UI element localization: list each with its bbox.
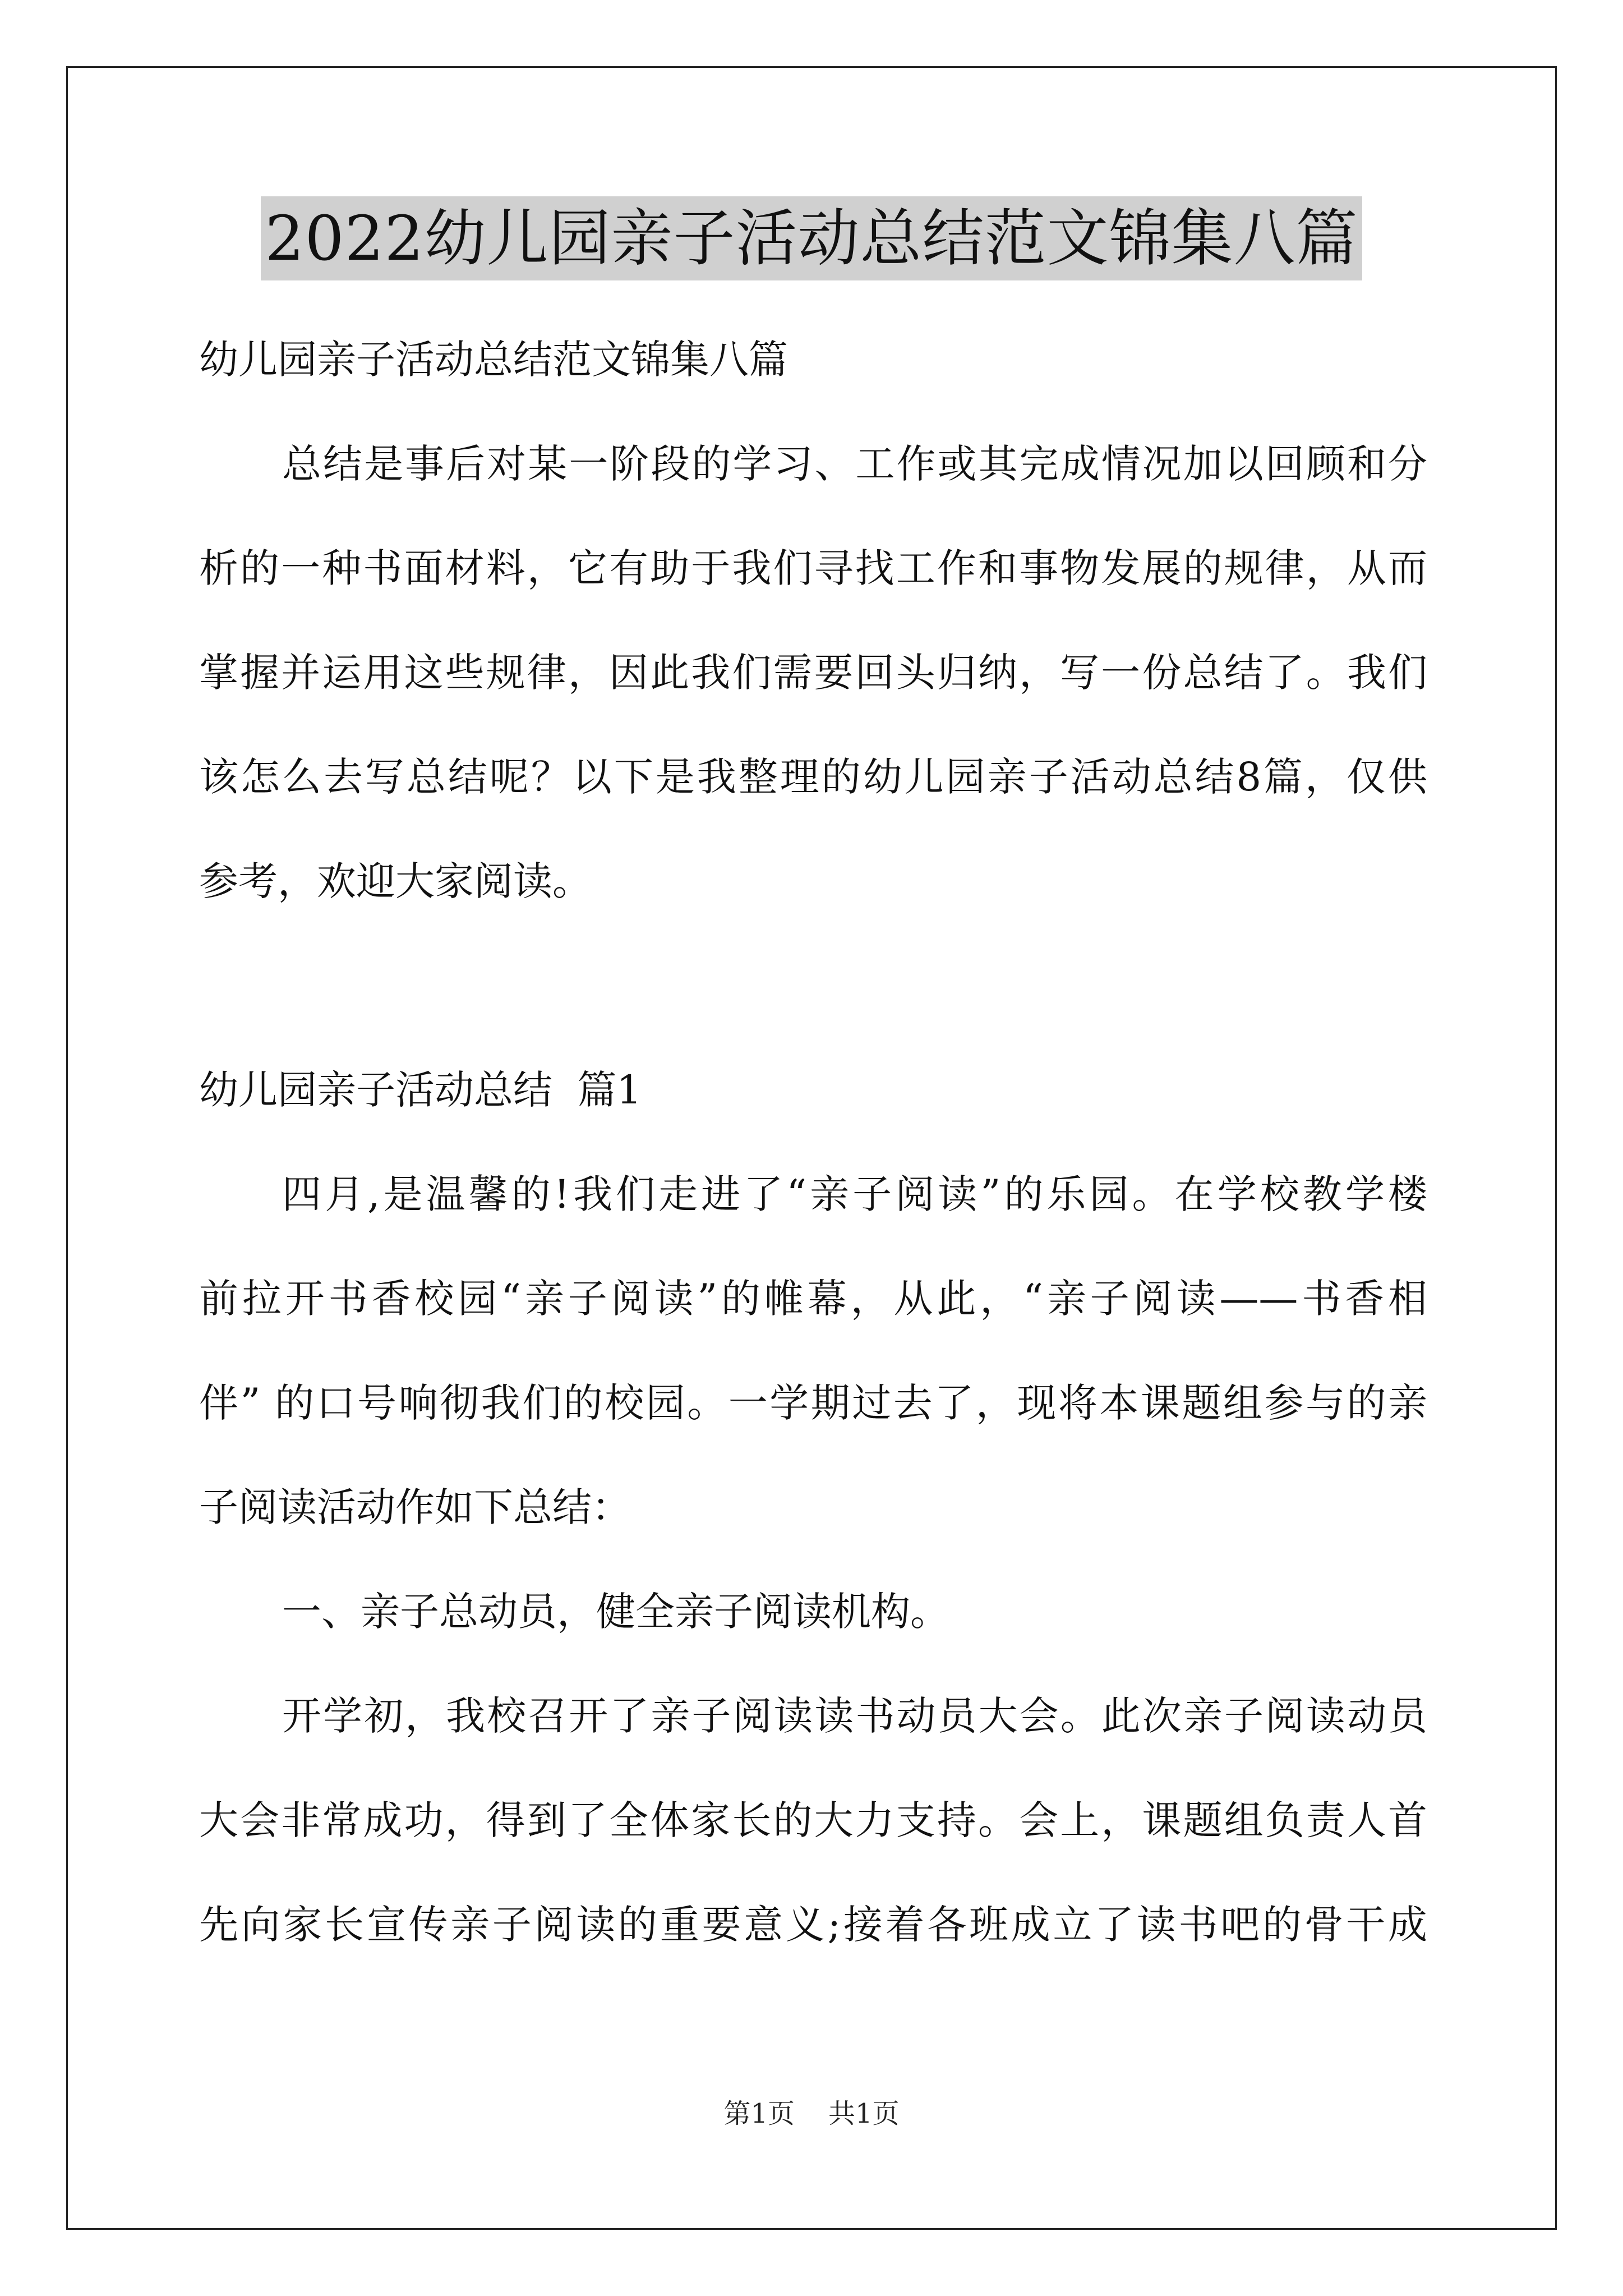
intro-line: 析的一种书面材料，它有助于我们寻找工作和事物发展的规律，从而 [199, 545, 1427, 591]
paragraph-line: 前拉开书香校园“亲子阅读”的帷幕，从此，“亲子阅读——书香相 [199, 1276, 1427, 1322]
page-number: 第1页 [723, 2098, 795, 2129]
intro-line: 掌握并运用这些规律，因此我们需要回头归纳，写一份总结了。我们 [199, 650, 1427, 696]
section-heading: 幼儿园亲子活动总结 篇1 [199, 1067, 642, 1113]
document-title: 2022幼儿园亲子活动总结范文锦集八篇 [261, 196, 1363, 280]
paragraph-line: 先向家长宣传亲子阅读的重要意义;接着各班成立了读书吧的骨干成 [199, 1902, 1427, 1948]
page-total: 共1页 [828, 2098, 900, 2129]
subheading: 一、亲子总动员，健全亲子阅读机构。 [282, 1589, 949, 1635]
spacer [199, 933, 1427, 1038]
document-subtitle: 幼儿园亲子活动总结范文锦集八篇 [199, 337, 788, 383]
paragraph-line: 伴” 的口号响彻我们的校园。一学期过去了，现将本课题组参与的亲 [199, 1380, 1427, 1426]
paragraph-line: 开学初，我校召开了亲子阅读读书动员大会。此次亲子阅读动员 [282, 1693, 1427, 1739]
intro-line: 总结是事后对某一阶段的学习、工作或其完成情况加以回顾和分 [282, 441, 1427, 487]
paragraph-line: 子阅读活动作如下总结： [199, 1484, 631, 1530]
page-footer [0, 2097, 1623, 2131]
paragraph-line: 四月,是温馨的!我们走进了“亲子阅读”的乐园。在学校教学楼 [282, 1171, 1427, 1217]
intro-line: 参考，欢迎大家阅读。 [199, 858, 592, 904]
title-area [0, 196, 1623, 280]
paragraph-line: 大会非常成功，得到了全体家长的大力支持。会上，课题组负责人首 [199, 1797, 1427, 1843]
document-body [199, 307, 1427, 1977]
intro-line: 该怎么去写总结呢？以下是我整理的幼儿园亲子活动总结8篇，仅供 [199, 754, 1427, 800]
